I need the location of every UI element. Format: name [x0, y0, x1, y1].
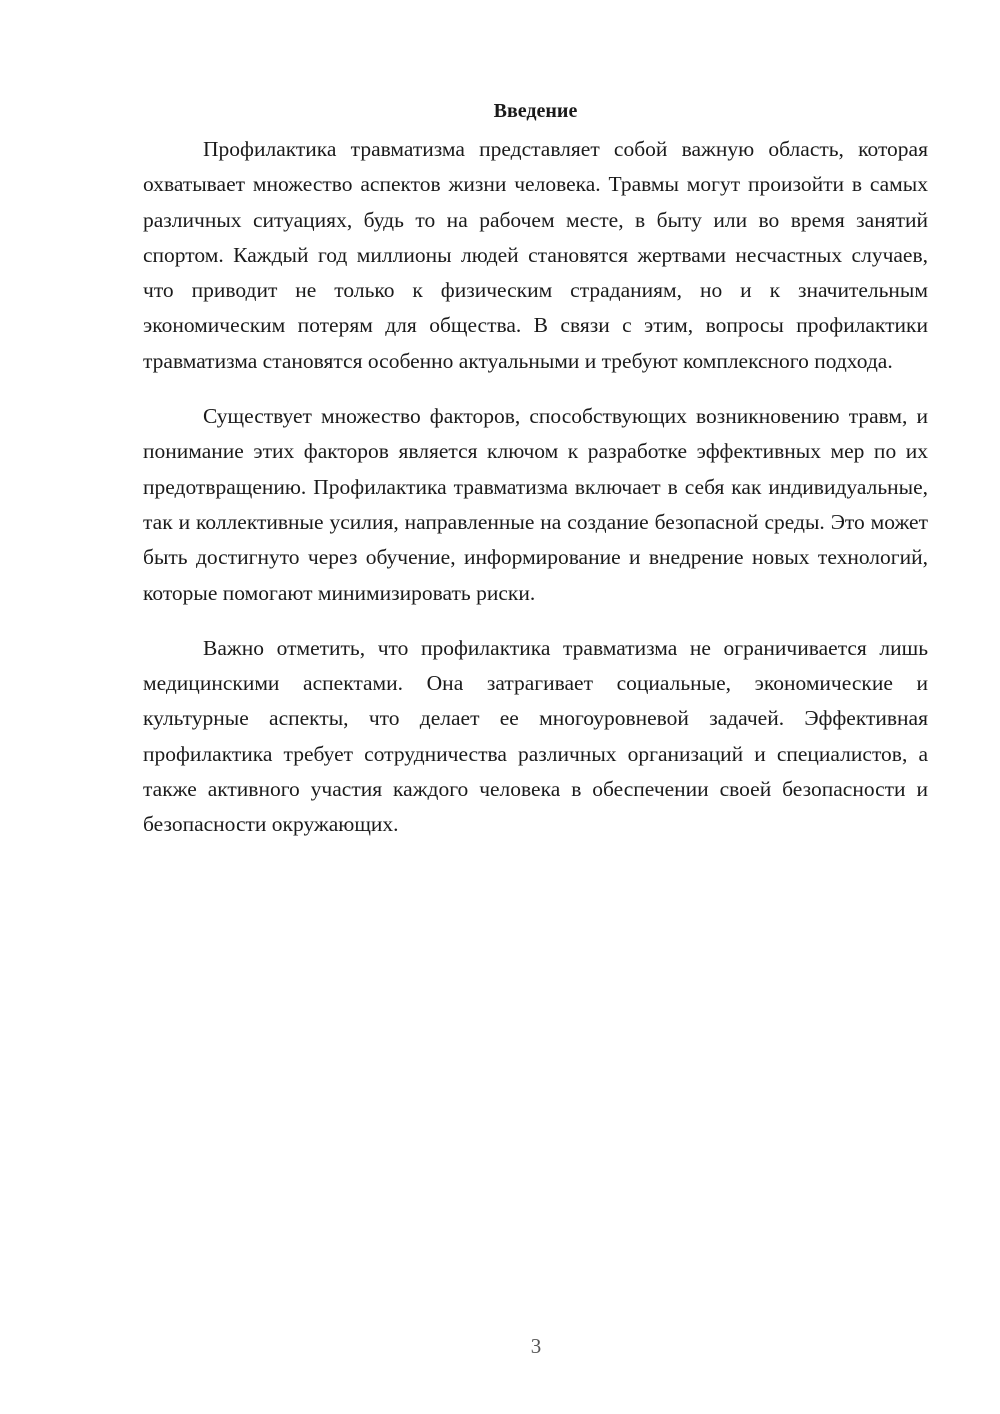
section-heading: Введение: [493, 100, 578, 122]
paragraph-2: Существует множество факторов, способствующих возникновению травм, и понимание этих факторов является ключом к разработке эффективных мер по их предотвращению. Профилактика травматизма включает в себя как индивидуальные, так и коллективные усилия, направленные на создание безопасной среды. Это может быть достигнуто через обучение, информирование и внедрение новых технологий, которые помогают минимизировать риски.: [143, 404, 928, 605]
paragraph-3: Важно отметить, что профилактика травматизма не ограничивается лишь медицинскими аспектами. Она затрагивает социальные, экономические и культурные аспекты, что делает ее многоуровневой задачей. Эффективная профилактика требует сотрудничества различных организаций и специалистов, а также активного участия каждого человека в обеспечении своей безопасности и безопасности окружающих.: [143, 635, 928, 837]
page-content: [143, 95, 928, 863]
paragraph-1: Профилактика травматизма представляет собой важную область, которая охватывает множество аспектов жизни человека. Травмы могут произойти в самых различных ситуациях, будь то на рабочем месте, в быту или во время занятий спортом. Каждый год миллионы людей становятся жертвами несчастных случаев, что приводит не только к физическим страданиям, но и к значительным экономическим потерям для общества. В связи с этим, вопросы профилактики травматизма становятся особенно актуальными и требуют комплексного подхода.: [143, 137, 928, 373]
page-number: 3: [530, 1334, 542, 1358]
